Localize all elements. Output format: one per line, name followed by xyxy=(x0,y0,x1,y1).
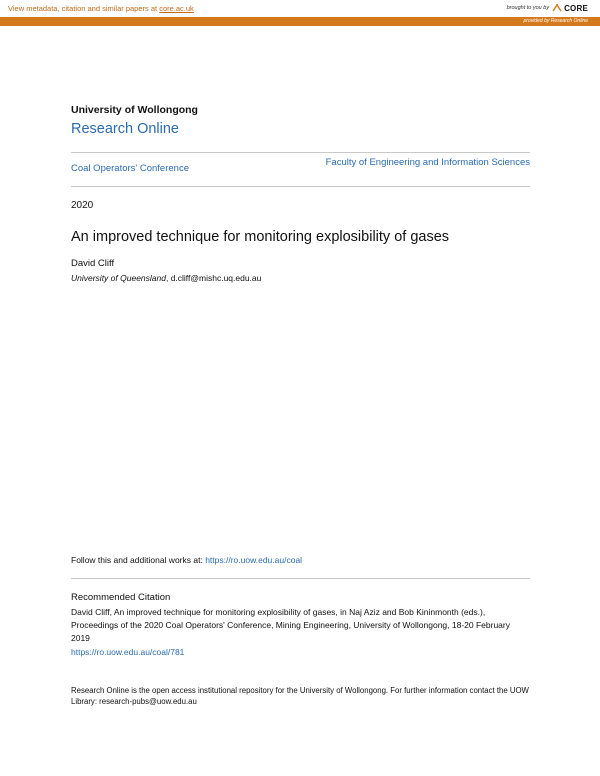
core-logo-icon xyxy=(552,3,562,13)
core-logo-text: CORE xyxy=(564,3,588,13)
collection-link[interactable]: Coal Operators' Conference xyxy=(71,163,189,174)
affiliation-institution: University of Queensland xyxy=(71,273,166,283)
brought-by-text: brought to you by xyxy=(506,5,550,11)
affiliation-email: , d.cliff@mishc.uq.edu.au xyxy=(165,273,262,283)
faculty-link[interactable]: Faculty of Engineering and Information Sciences xyxy=(325,157,530,168)
publication-year: 2020 xyxy=(71,200,94,211)
divider xyxy=(71,578,530,579)
recommended-citation-heading: Recommended Citation xyxy=(71,592,171,603)
follow-link[interactable]: https://ro.uow.edu.au/coal xyxy=(205,555,303,565)
citation-text: David Cliff, An improved technique for monitoring explosibility of gases, in Naj Aziz and Bob Kininmonth (eds.), Proceedings of the 2020 Coal Operators' Conference, Mining Engineering, University of Wollongong, 18-20 February 2019 xyxy=(71,607,510,643)
core-brought-by xyxy=(507,3,588,13)
core-logo[interactable] xyxy=(552,3,588,13)
divider xyxy=(71,152,530,153)
author-name: David Cliff xyxy=(71,258,115,269)
follow-line xyxy=(71,555,302,565)
core-banner xyxy=(0,0,600,17)
divider xyxy=(71,186,530,187)
citation-link[interactable]: https://ro.uow.edu.au/coal/781 xyxy=(71,647,185,657)
repository-link[interactable]: Research Online xyxy=(71,121,179,137)
university-name: University of Wollongong xyxy=(71,104,198,116)
repository-footer: Research Online is the open access institutional repository for the University of Wollongong. For further information contact the UOW Library: research-pubs@uow.edu.au xyxy=(71,686,529,706)
core-url-link[interactable]: core.ac.uk xyxy=(159,4,194,13)
paper-title: An improved technique for monitoring explosibility of gases xyxy=(71,229,450,245)
core-metadata-prefix: View metadata, citation and similar papers at xyxy=(8,4,160,13)
follow-text: Follow this and additional works at: xyxy=(71,555,206,565)
core-provided-bar xyxy=(0,17,600,26)
core-metadata-link[interactable] xyxy=(8,4,194,13)
author-affiliation xyxy=(71,273,261,283)
provided-by-text[interactable]: provided by Research Online xyxy=(523,18,588,24)
